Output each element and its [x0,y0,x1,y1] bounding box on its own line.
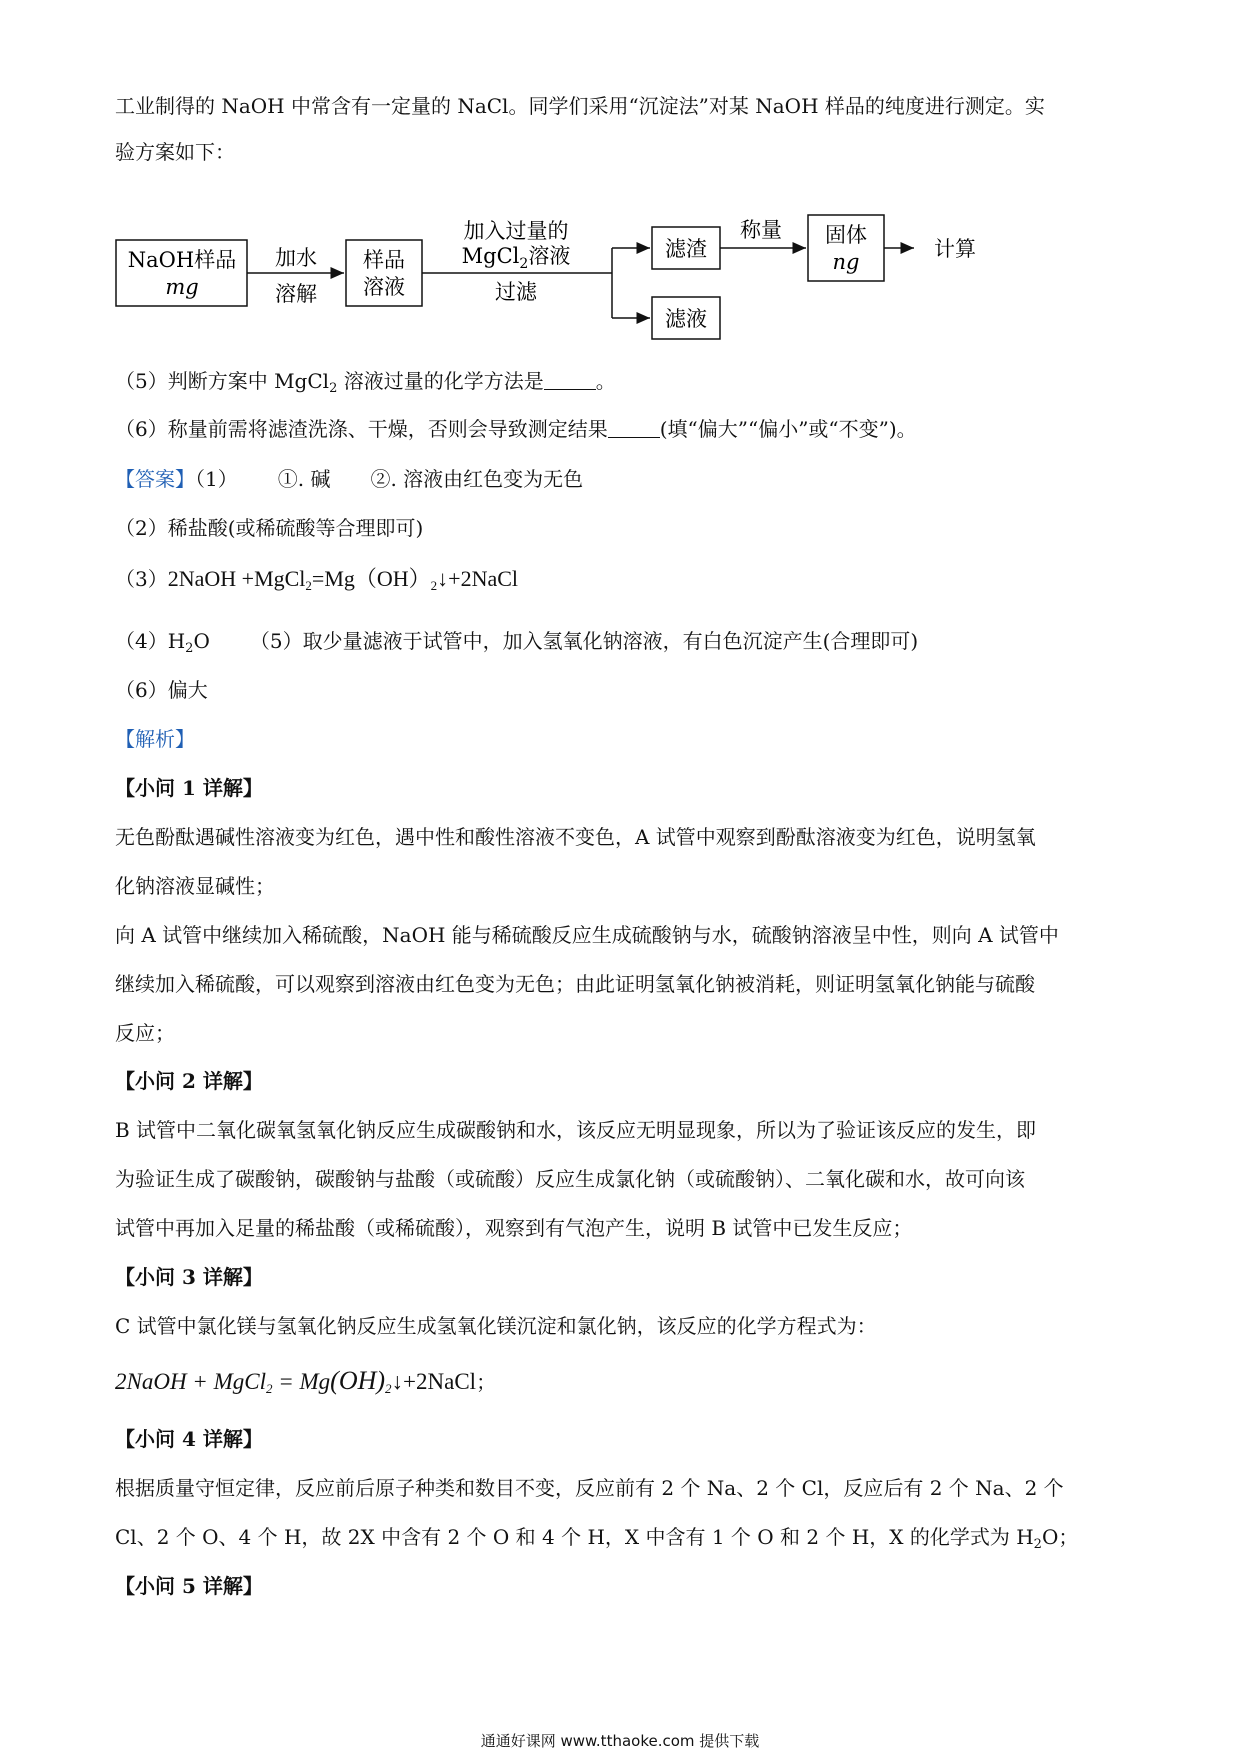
analysis-paragraph: C 试管中氯化镁与氢氧化钠反应生成氢氧化镁沉淀和氯化钠，该反应的化学方程式为： [115,1314,877,1338]
reagent-label-2: MgCl$_2$溶液 [461,244,571,272]
sample-box-label: NaOH样品 [127,248,237,272]
analysis-paragraph: 无色酚酞遇碱性溶液变为红色，遇中性和酸性溶液不变色，A 试管中观察到酚酞溶液变为红色，说明氢氧 [115,825,1036,849]
answer-2: （2）稀盐酸(或稀硫酸等合理即可) [115,516,424,540]
solution-box-bottom: 溶液 [363,275,405,299]
analysis-paragraph: 继续加入稀硫酸，可以观察到溶液由红色变为无色；由此证明氢氧化钠被消耗，则证明氢氧化钠能与硫酸 [115,972,1035,996]
analysis-paragraph: B 试管中二氧化碳氧氢氧化钠反应生成碳酸钠和水，该反应无明显现象，所以为了验证该反应的发生，即 [115,1118,1037,1142]
reagent-label-3: 过滤 [495,280,537,304]
step-weigh: 称量 [740,218,782,242]
subquestion-2-heading: 【小问 2 详解】 [115,1069,263,1093]
analysis-paragraph: Cl、2 个 O、4 个 H，故 2X 中含有 2 个 O 和 4 个 H，X 中含有 1 个 O 和 2 个 H，X 的化学式为 $H_2O$； [115,1525,1079,1552]
solid-box-label: 固体 [825,223,867,247]
answer-tag: 【答案】 [115,467,195,491]
residue-label: 滤渣 [665,237,707,261]
analysis-paragraph: 反应； [115,1021,175,1045]
answer-blank [544,371,596,390]
step-dissolve-top: 加水 [275,246,317,270]
subquestion-5-heading: 【小问 5 详解】 [115,1574,263,1598]
question-5: （5）判断方案中 MgCl$_2$ 溶液过量的化学方法是 。 [115,369,616,396]
analysis-paragraph: 向 A 试管中继续加入稀硫酸，NaOH 能与稀硫酸反应生成硫酸钠与水，硫酸钠溶液呈中性，则向 A 试管中 [115,923,1059,947]
step-dissolve-bottom: 溶解 [275,282,317,306]
answer-3: （3）2NaOH $+MgCl_2=Mg(OH)_2↓+2NaCl$ [115,566,519,593]
sample-mass-label: mg [165,275,199,299]
subquestion-1-heading: 【小问 1 详解】 [115,776,263,800]
answer-1: 【答案】（1） ①. 碱 ②. 溶液由红色变为无色 [115,467,584,491]
filtrate-label: 滤液 [665,307,707,331]
intro-line-2: 验方案如下： [115,140,235,164]
subquestion-4-heading: 【小问 4 详解】 [115,1427,263,1451]
result-label: 计算 [934,237,976,261]
solid-mass-label: ng [832,250,860,274]
reagent-label-1: 加入过量的 [463,219,569,243]
page-footer: 通通好课网 www.tthaoke.com 提供下载 [480,1732,760,1750]
analysis-paragraph: 化钠溶液显碱性； [115,874,275,898]
experiment-flow-diagram [0,200,1240,350]
answer-4-5: $(4)H_2O$ （5）取少量滤液于试管中，加入氢氧化钠溶液，有白色沉淀产生(合理即可) [115,629,919,656]
answer-6: （6）偏大 [115,678,208,702]
intro-line-1: 工业制得的 NaOH 中常含有一定量的 NaCl。同学们采用“沉淀法”对某 NaOH 样品的纯度进行测定。实 [115,94,1045,118]
analysis-paragraph: 试管中再加入足量的稀盐酸（或稀硫酸），观察到有气泡产生，说明 B 试管中已发生反应； [115,1216,913,1240]
chemical-equation: 2NaOH + MgCl$_2$ = $Mg(OH)_2↓+2NaCl$； [115,1366,497,1396]
subquestion-3-heading: 【小问 3 详解】 [115,1265,263,1289]
analysis-tag: 【解析】 [115,727,195,751]
analysis-paragraph: 根据质量守恒定律，反应前后原子种类和数目不变，反应前有 2 个 Na、2 个 Cl，反应后有 2 个 Na、2 个 [115,1476,1064,1500]
solution-box-top: 样品 [363,248,405,272]
question-6: （6）称量前需将滤渣洗涤、干燥，否则会导致测定结果 (填“偏大”“偏小”或“不变”)。 [115,417,917,441]
analysis-paragraph: 为验证生成了碳酸钠，碳酸钠与盐酸（或硫酸）反应生成氯化钠（或硫酸钠）、二氧化碳和水，故可向该 [115,1167,1025,1191]
answer-blank [608,419,660,438]
